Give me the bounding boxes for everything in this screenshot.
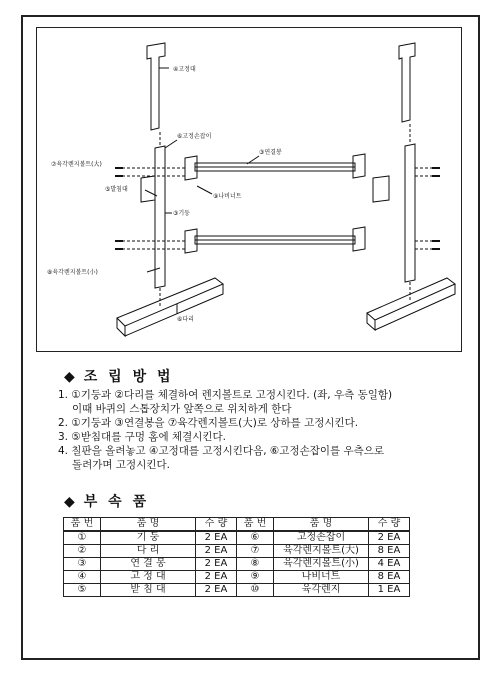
table-cell: 육각렌지볼트(小) xyxy=(274,558,369,571)
table-cell: 1 EA xyxy=(369,584,410,597)
step-line: 이때 바퀴의 스톱장치가 앞쪽으로 위치하게 한다 xyxy=(72,403,292,415)
step-line: 돌려가며 고정시킨다. xyxy=(72,459,170,471)
table-row xyxy=(64,584,410,597)
table-cell: ⑩ xyxy=(237,584,274,597)
header-cell: 품 번 xyxy=(64,518,101,532)
table-cell: 4 EA xyxy=(369,558,410,571)
table-cell: ② xyxy=(64,545,101,558)
table-cell: 2 EA xyxy=(369,531,410,545)
table-cell: 2 EA xyxy=(196,584,237,597)
table-cell: ⑨ xyxy=(237,571,274,584)
label-support: ⑤발침대 xyxy=(105,186,128,193)
label-bolt-small: ⑧육각렌지볼트(小) xyxy=(47,269,98,276)
table-cell: ⑤ xyxy=(64,584,101,597)
table-cell: 기 둥 xyxy=(101,531,196,545)
label-top-holder: ④고정대 xyxy=(173,66,196,73)
table-row xyxy=(64,558,410,571)
table-cell: 다 리 xyxy=(101,545,196,558)
parts-heading xyxy=(64,491,149,511)
table-cell: 2 EA xyxy=(196,571,237,584)
assembly-drawing xyxy=(37,28,462,352)
header-cell: 품 번 xyxy=(237,518,274,532)
table-cell: ⑦ xyxy=(237,545,274,558)
label-bolt-large: ⑦육각렌지볼트(大) xyxy=(51,161,102,168)
table-header-row xyxy=(64,518,410,532)
table-cell: 2 EA xyxy=(196,545,237,558)
step-line: 2. ①기둥과 ③연결봉을 ⑦육각렌지볼트(大)로 상하를 고정시킨다. xyxy=(58,417,359,429)
table-cell: ① xyxy=(64,531,101,545)
table-cell: 연 결 봉 xyxy=(101,558,196,571)
step-line: 4. 칠판을 올려놓고 ④고정대를 고정시킨다음, ⑥고정손잡이를 우측으로 xyxy=(58,445,385,457)
table-cell: 나비너트 xyxy=(274,571,369,584)
label-rod: ③연결봉 xyxy=(259,149,282,156)
table-cell: 2 EA xyxy=(196,531,237,545)
assembly-heading-text: 조 립 방 법 xyxy=(83,369,174,385)
table-cell: 8 EA xyxy=(369,545,410,558)
label-handle: ⑥고정손잡이 xyxy=(177,133,212,140)
table-cell: 고 정 대 xyxy=(101,571,196,584)
table-cell: ⑧ xyxy=(237,558,274,571)
assembly-diagram xyxy=(36,27,462,352)
table-row xyxy=(64,571,410,584)
header-cell: 수 량 xyxy=(369,518,410,532)
parts-table xyxy=(63,517,410,597)
table-cell: 받 침 대 xyxy=(101,584,196,597)
table-cell: 육각렌지 xyxy=(274,584,369,597)
table-cell: 2 EA xyxy=(196,558,237,571)
assembly-steps xyxy=(58,388,478,472)
label-leg: ⑥다리 xyxy=(177,316,194,323)
label-post: ③기둥 xyxy=(173,210,190,217)
table-cell: 8 EA xyxy=(369,571,410,584)
header-cell: 품 명 xyxy=(101,518,196,532)
step-line: 1. ①기둥과 ②다리를 체결하여 렌지볼트로 고정시킨다. (좌, 우측 동일함) xyxy=(58,389,393,401)
table-cell: ④ xyxy=(64,571,101,584)
header-cell: 품 명 xyxy=(274,518,369,532)
step-line: 3. ⑤받침대를 구멍 홈에 체결시킨다. xyxy=(58,431,226,443)
header-cell: 수 량 xyxy=(196,518,237,532)
table-cell: ⑥ xyxy=(237,531,274,545)
assembly-heading xyxy=(64,366,174,386)
table-cell: ③ xyxy=(64,558,101,571)
table-row xyxy=(64,545,410,558)
table-cell: 고정손잡이 xyxy=(274,531,369,545)
table-row xyxy=(64,531,410,545)
diamond-icon: ◆ xyxy=(64,369,78,385)
table-cell: 육각렌지볼트(大) xyxy=(274,545,369,558)
label-wing-nut: ⑨나비너트 xyxy=(213,193,242,200)
parts-heading-text: 부 속 품 xyxy=(83,494,150,510)
diamond-icon: ◆ xyxy=(64,494,78,510)
